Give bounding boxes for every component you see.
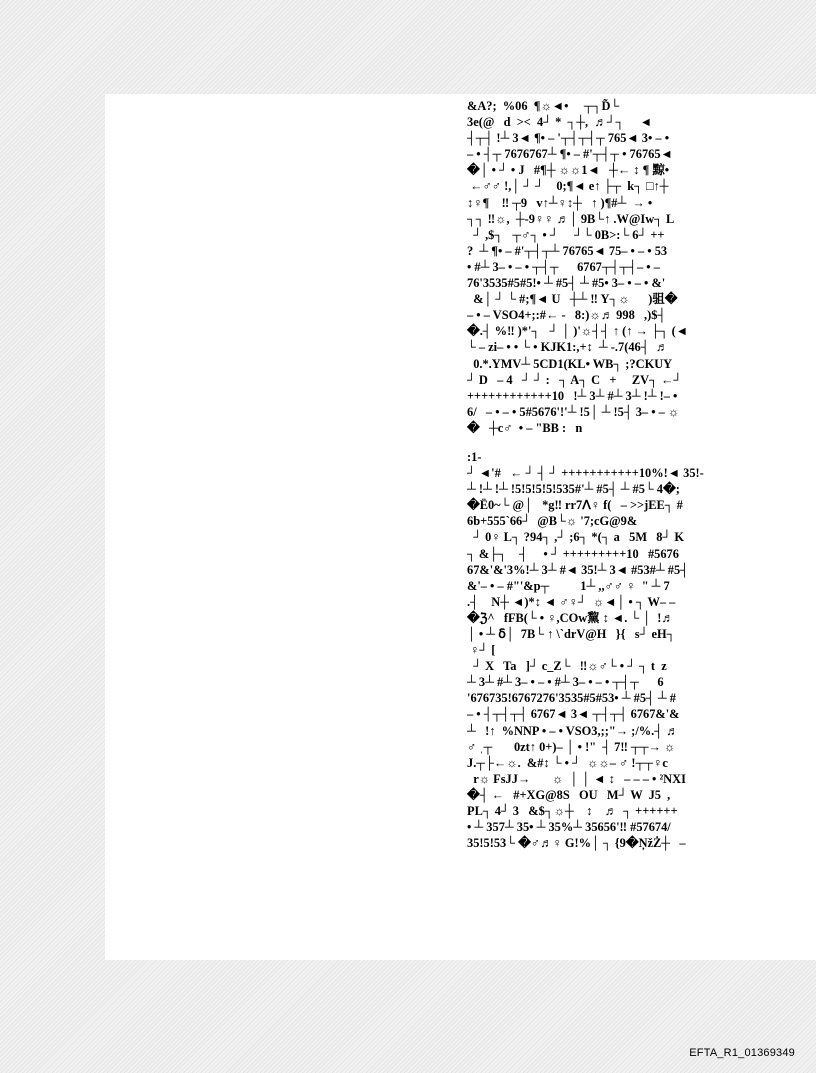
text-line: ┤┬┤ !┴ 3◄ ¶• – '┬┤┬┤┬ 765◄ 3• – • xyxy=(467,131,670,146)
text-line: &│ ┘ └ #;¶◄ U ┼┴ ‼ Y┐☼ )驵� xyxy=(467,292,678,307)
text-block xyxy=(467,449,816,851)
text-line: ? ┴ ¶• – #'┬┤┬┴ 76765◄ 75– • – • 53 xyxy=(467,243,668,258)
text-line: ←♂♂ !,│ ┘ ┘ 0;¶◄ e↑ ├┬ k┐ □↑┼ xyxy=(467,179,669,194)
text-line: 35!5!53└ �♂♬♀ G!%│ ┐ {9�ŅžŻ┼ – xyxy=(467,836,686,851)
text-line: 3e(@ d >< 4┘ * ┐┼, ♬┘┐ ◄ xyxy=(467,115,653,130)
text-line: ┐ &├┐ ┤ • ┘ +++++++++10 #5676 xyxy=(467,546,679,561)
text-line: ┐┐ ‼☼, ┼-9♀♀ ♬│ 9B└↑ .W@Iw┐ L xyxy=(467,211,675,226)
text-line: &'– • – #"'&p┬ 1┴ ,,♂♂ ♀ " ┴ 7 xyxy=(467,578,670,593)
text-block xyxy=(467,98,816,436)
text-line: 6/ – • – • 5#5676'!'┴ !5│ ┴ !5┤ 3– • – ☼ xyxy=(467,404,680,419)
bates-number: EFTA_R1_01369349 xyxy=(689,1047,795,1059)
text-line: ┴ !┴ !┴ !5!5!5!5!535#'┴ #5┤ ┴ #5└ 4�; xyxy=(467,482,680,497)
text-line: ┴ 3┴ #┴ 3– • – • #┴ 3– • – • ┬┤┬ 6 xyxy=(467,675,664,690)
text-line: ┴ !↑ %NNP • – • VSO3,;;"→ ;/%.┤ ♬ xyxy=(467,723,679,738)
text-line: ┘ 0♀ L┐ ?94┐ ,┘ ;6┐ *(┐ a 5M 8┘ K xyxy=(467,530,685,545)
text-line: 67&'&'3%!┴ 3┴ #◄ 35!┴ 3◄ #53#┴ #5┤ xyxy=(467,562,689,577)
text-line: – • – VSO4+;:#← - 8:)☼♬ 998 ,)$┤ xyxy=(467,308,667,323)
text-line: – • ┤┬┤┬┤ 6767◄ 3◄ ┬┤┬┤ 6767&'& xyxy=(467,707,680,722)
text-line: r☼ FsJJ→ ☼ │ │ ◄ ↕ – – – • ²NXI xyxy=(467,771,686,786)
garbled-text-column xyxy=(467,98,816,851)
text-line: │ • ┴ ẟ│ 7B└ ↑ \`drV@H }{ s┘ eH┐ xyxy=(467,627,676,641)
text-line: ++++++++++++10 !┴ 3┴ #┴ 3┴ !┴ !– • xyxy=(467,388,678,403)
text-line: '676735!6767276'3535#5#53• ┴ #5┤ ┴ # xyxy=(467,691,676,706)
text-line: J.┬├←☼. &#↕ └ • ┘ ☼☼– ♂ !┬┬♀c xyxy=(467,755,668,770)
text-line: � ┼c♂ • – "BB : n xyxy=(467,420,583,435)
text-line: 0.*.YMV┴ 5CD1(KL• WB┐ ;?CKUY xyxy=(467,356,673,371)
text-line: ♀┘ [ xyxy=(467,643,496,658)
text-line: ┘ ,$┐ ┬♂┐ • ┘ ┘└ 0B>:└ 6┘ ++ xyxy=(467,227,665,242)
text-line: �.┤ %‼ )*'┐ ┘ │ )'☼┤┤ ↑ (↑ → ├┐ (◄ xyxy=(467,324,689,339)
text-line: ↕♀¶ ‼ ┬9 v↑┴♀↕┼ ↑ )¶#┴ → • xyxy=(467,195,653,210)
text-line: ┘ ◄'# ← ┘ ┤ ┘ +++++++++++10%!◄ 35!- xyxy=(467,466,704,481)
text-line: – • ┤┬ 7676767┴ ¶• – #'┬┤┬ • 76765◄ xyxy=(467,147,673,162)
text-line: �Ë0~└ @│ *g‼ rr7ⴷ♀ f( – >>jEE┐ # xyxy=(467,498,683,513)
text-line: &A?; %06 ¶☼◄• ┬┐D̃└ xyxy=(467,99,620,113)
text-line: • #┴ 3– • – • ┬┤┬ 6767┬┤┬┤– • – xyxy=(467,259,660,274)
text-line: ┘ X Ta ]┘ c_Z└ ‼☼♂└ • ┘ ┐ t z xyxy=(467,659,667,674)
scanned-page xyxy=(105,94,816,960)
text-line: 76'3535#5#5!• ┴ #5┤ ┴ #5• 3– • – • &' xyxy=(467,276,666,291)
text-line: PL┐ 4┘ 3 &$┐☼┼ ↕ ♬ ┐ ++++++ xyxy=(467,804,678,819)
text-line: └ – zi– • • └ • KJK1:,+↕ ┴ -.7(46┤ ♬ xyxy=(467,340,669,355)
text-line: �│ • ┘ • J #¶┼ ☼☼1◄ ┼← ↕ ¶ 黥• xyxy=(467,163,670,178)
text-line: �┤ ← #+XG@8S OU M┘ W J5 , xyxy=(467,787,671,802)
text-line: �ℨ^ fFB(└ • ♀,COw黧 ↕ ◄. └ │ !♬ xyxy=(467,610,674,625)
text-line: • ┴ 357┴ 35• ┴ 35%┴ 35656'‼ #57674/ xyxy=(467,820,671,835)
text-line: ♂ ˌ┬ 0zt↑ 0+)– │ • !" ┤ 7‼ ┬┬→ ☼ xyxy=(467,739,676,754)
text-line: 6b+555`66┘ @B└☼ '7;cG@9& xyxy=(467,514,638,529)
text-line: .┤ N┼ ◄)*↕ ◄ ♂♀┘ ☼◄│ • ┐ W– – xyxy=(467,594,676,609)
text-line: ┘ D – 4 ┘ ┘ : ┐ A┐ C + ZV┐ ←┘ xyxy=(467,372,683,387)
text-line: :1- xyxy=(467,449,482,464)
